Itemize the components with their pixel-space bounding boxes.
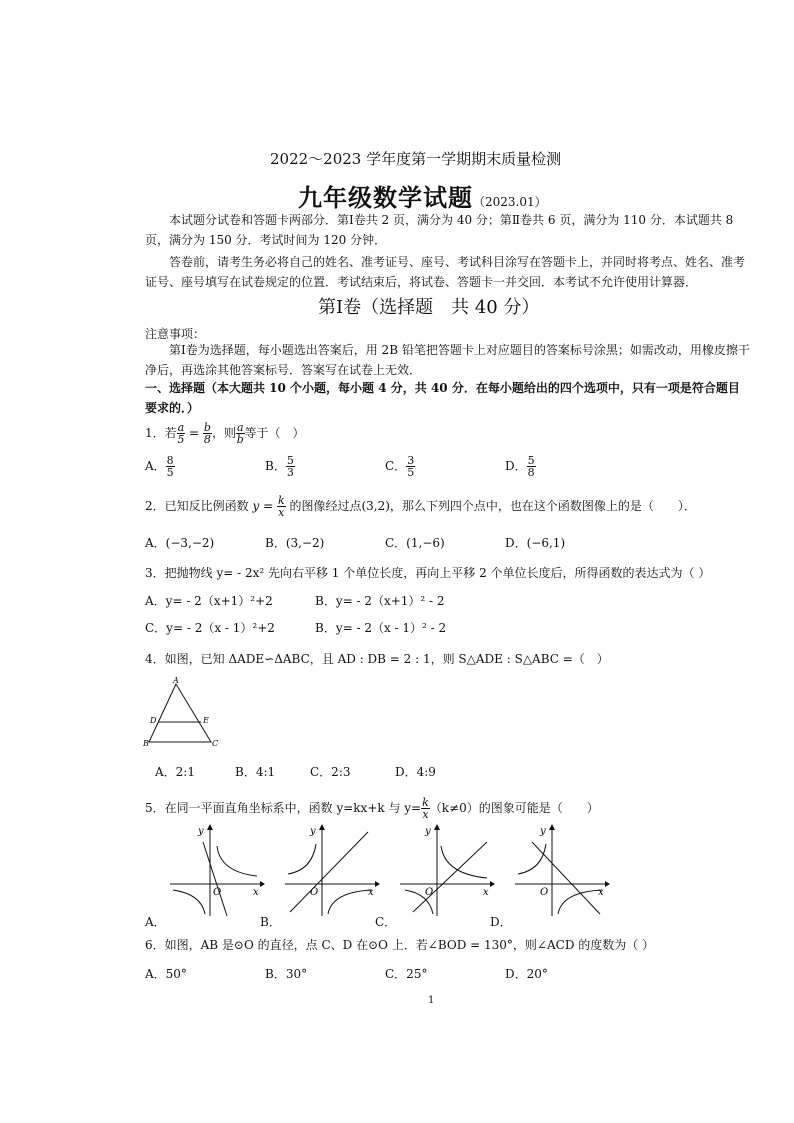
q2-mid: 的图像经过点 [289, 499, 362, 513]
q1-suffix: 等于（ ） [244, 426, 305, 440]
q5-option-c[interactable]: C． [375, 915, 397, 929]
q5-option-a[interactable]: A． [145, 915, 166, 929]
page-number: 1 [428, 995, 435, 1006]
q4-label-b: B [143, 739, 149, 748]
q2-func: y = [252, 499, 274, 513]
svg-text:O: O [425, 887, 434, 898]
q5-graph-c [395, 822, 495, 918]
svg-text:y: y [310, 826, 316, 837]
q1-frac-ab: $\frac{a}{b}$ [236, 421, 244, 446]
exam-term: 2022～2023 学年度第一学期期末质量检测 [270, 150, 562, 168]
q5-option-b[interactable]: B． [260, 915, 281, 929]
q5-frac-kx: $\frac{k}{x}$ [422, 796, 429, 821]
q5-prefix: 5．在同一平面直角坐标系中，函数 y=kx+k 与 y= [145, 801, 422, 815]
q4-label-d: D [150, 716, 157, 725]
q6-option-a[interactable]: A．50° [145, 967, 187, 981]
q3-option-b[interactable]: B．y= - 2（x+1）² - 2 [315, 594, 445, 608]
q2-suffix: ，那么下列四个点中，也在这个函数图像上的是（ ）． [389, 499, 696, 513]
question-2 [145, 495, 696, 518]
q4-option-a[interactable]: A．2:1 [155, 765, 195, 779]
svg-text:x: x [598, 887, 604, 898]
q6-option-b[interactable]: B．30° [265, 967, 308, 981]
notes-text: 第Ⅰ卷为选择题，每小题选出答案后，用 2B 铅笔把答题卡上对应题目的答案标号涂黑；如需改动，用橡皮擦干净后，再选涂其他答案标号．答案写在试卷上无效． [145, 343, 750, 377]
svg-text:O: O [310, 887, 319, 898]
svg-text:x: x [483, 887, 489, 898]
svg-text:x: x [253, 887, 259, 898]
q1-option-a[interactable]: A． $\frac{8}{5}$ [145, 454, 174, 479]
q6-option-c[interactable]: C．25° [385, 967, 428, 981]
q4-label-e: E [203, 716, 209, 725]
q5-option-d[interactable]: D． [490, 915, 512, 929]
q2-option-d[interactable]: D．(−6,1) [505, 536, 566, 550]
notes-label: 注意事项： [145, 327, 206, 341]
part1-title: 第Ⅰ卷（选择题 共 40 分） [318, 297, 540, 318]
q4-triangle-figure [143, 676, 223, 750]
q4-option-b[interactable]: B．4:1 [235, 765, 276, 779]
svg-text:O: O [213, 887, 222, 898]
q2-frac-kx: $\frac{k}{x}$ [277, 494, 285, 519]
intro-paragraph-1: 本试题分试卷和答题卡两部分．第Ⅰ卷共 2 页，满分为 40 分；第Ⅱ卷共 6 页，满分为 110 分．本试题共 8 页，满分为 150 分．考试时间为 120 分钟． [145, 213, 734, 247]
q2-point: (3,2) [361, 499, 390, 513]
q1-mid: ，则 [211, 426, 236, 440]
q1-option-b[interactable]: B． $\frac{5}{3}$ [265, 454, 294, 479]
question-4: 4．如图，已知 ΔADE∽ΔABC，且 AD : DB = 2 : 1，则 S△ADE : S△ABC =（ ） [145, 652, 609, 666]
title-text: 九年级数学试题 [298, 183, 473, 212]
svg-text:x: x [368, 887, 374, 898]
q6-option-d[interactable]: D．20° [505, 967, 548, 981]
q2-option-c[interactable]: C．(1,−6) [385, 536, 445, 550]
q1-frac-b8: $\frac{b}{8}$ [203, 421, 211, 446]
svg-text:y: y [425, 826, 431, 837]
intro-paragraph-2: 答卷前，请考生务必将自己的姓名、准考证号、座号、考试科目涂写在答题卡上，并同时将考点、姓名、准考证号、座号填写在试卷规定的位置．考试结束后，将试卷、答题卡一并交回．本考试不允许使用计算器． [145, 255, 746, 289]
q5-graph-b [280, 822, 380, 918]
q3-option-c[interactable]: C．y= - 2（x - 1）²+2 [145, 621, 275, 635]
q2-prefix: 2．已知反比例函数 [145, 499, 249, 513]
q3-option-d[interactable]: B．y= - 2（x - 1）² - 2 [315, 621, 447, 635]
q5-graph-d [510, 822, 610, 918]
q3-option-a[interactable]: A．y= - 2（x+1）²+2 [145, 594, 273, 608]
section-1-text: 一、选择题（本大题共 10 个小题，每小题 4 分，共 40 分．在每小题给出的四个选项中，只有一项是符合题目要求的．） [145, 381, 740, 415]
q4-option-c[interactable]: C．2:3 [310, 765, 351, 779]
q4-option-d[interactable]: D．4:9 [395, 765, 436, 779]
q1-frac-a5: $\frac{a}{5}$ [177, 421, 185, 446]
page-title [298, 178, 547, 213]
q5-graph-a [165, 822, 265, 918]
q1-option-c[interactable]: C． $\frac{3}{5}$ [385, 454, 415, 479]
title-date: （2023.01） [473, 195, 547, 209]
q5-suffix: （k≠0）的图象可能是（ ） [429, 801, 599, 815]
q2-option-b[interactable]: B．(3,−2) [265, 536, 325, 550]
q1-option-d[interactable]: D． $\frac{5}{8}$ [505, 454, 535, 479]
section-1-heading [145, 378, 750, 418]
question-1: 1．若 $\frac{a}{5}$ = $\frac{b}{8}$ ，则 $\frac{a}{b}$ 等于（ ） [145, 421, 305, 446]
q4-label-c: C [212, 739, 219, 748]
svg-text:y: y [198, 826, 204, 837]
question-5 [145, 797, 599, 820]
question-3: 3．把抛物线 y= - 2x² 先向右平移 1 个单位长度，再向上平移 2 个单位长度后，所得函数的表达式为（ ） [145, 566, 711, 580]
q2-option-a[interactable]: A．(−3,−2) [145, 536, 215, 550]
q1-prefix: 1．若 [145, 426, 177, 440]
svg-text:O: O [540, 887, 549, 898]
q4-label-a: A [173, 676, 179, 685]
svg-text:y: y [540, 826, 546, 837]
question-6: 6．如图，AB 是⊙O 的直径，点 C、D 在⊙O 上．若∠BOD = 130°，则∠ACD 的度数为（ ） [145, 938, 655, 952]
